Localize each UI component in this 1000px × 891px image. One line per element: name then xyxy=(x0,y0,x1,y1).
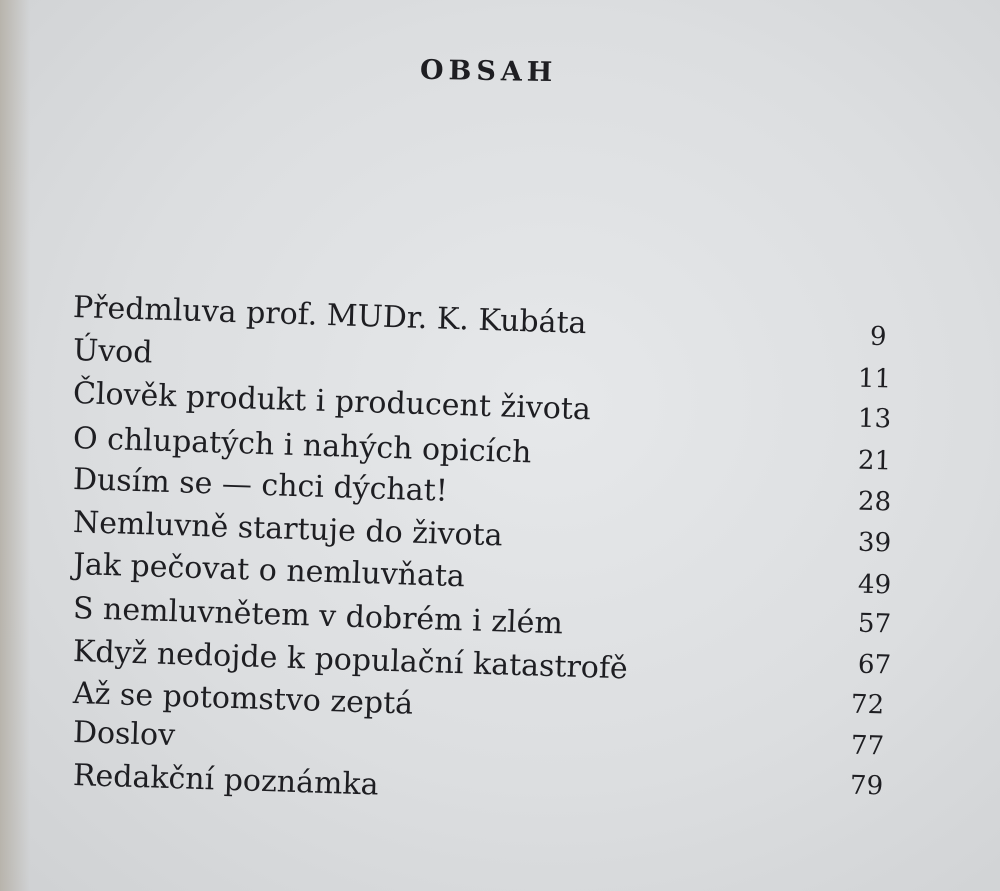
toc-entry-title: Nemluvně startuje do života xyxy=(72,505,504,554)
toc-entry-title: Když nedojde k populační katastrofě xyxy=(72,634,629,687)
toc-entry-title: S nemluvnětem v dobrém i zlém xyxy=(72,591,564,642)
toc-entry-title: Úvod xyxy=(72,333,154,371)
toc-entry-title: Redakční poznámka xyxy=(72,758,380,803)
toc-entry-page: 9 xyxy=(869,321,887,353)
toc-entry-page: 49 xyxy=(857,569,892,601)
toc-entry-title: Dusím se — chci dýchat! xyxy=(72,462,449,509)
toc-entry-title: Až se potomstvo zeptá xyxy=(72,676,414,722)
toc-entry-page: 79 xyxy=(849,770,884,802)
toc-entry-page: 77 xyxy=(850,730,885,762)
contents-heading: OBSAH xyxy=(419,54,558,89)
toc-entry-title: O chlupatých i nahých opicích xyxy=(72,421,532,471)
toc-entry-page: 21 xyxy=(857,445,892,477)
toc-entry-page: 13 xyxy=(857,403,892,435)
toc-entry-page: 67 xyxy=(857,649,892,681)
toc-entry-title: Jak pečovat o nemluvňata xyxy=(72,547,466,595)
toc-entry-page: 39 xyxy=(857,527,892,559)
toc-entry-title: Člověk produkt i producent života xyxy=(72,376,592,428)
toc-entry-page: 72 xyxy=(850,689,885,721)
toc-entry-page: 11 xyxy=(857,363,892,395)
toc-entry-page: 28 xyxy=(857,486,892,518)
toc-entry-title: Doslov xyxy=(72,715,176,754)
toc-entry-page: 57 xyxy=(857,608,892,640)
toc-entry-title: Předmluva prof. MUDr. K. Kubáta xyxy=(72,290,587,342)
